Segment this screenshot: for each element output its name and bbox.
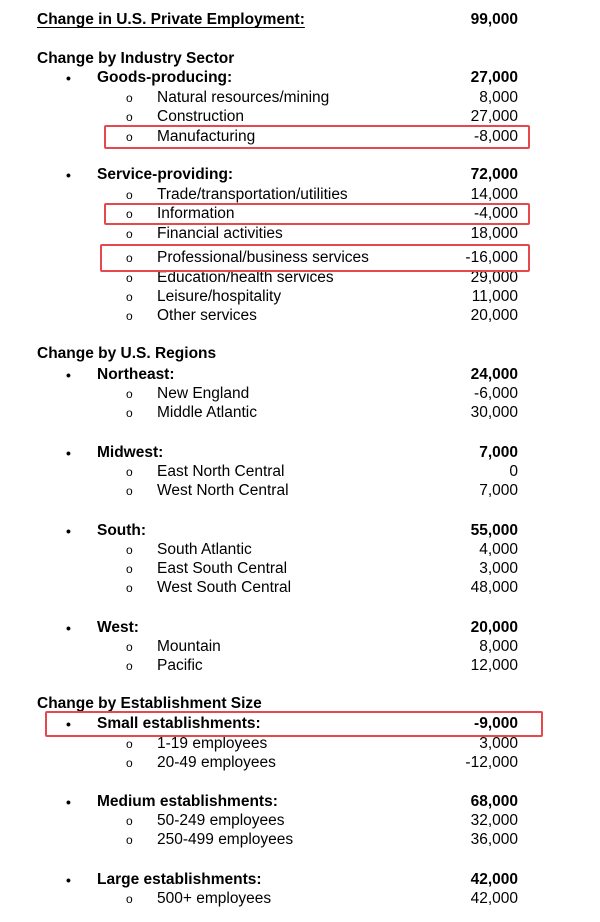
medium-establishments-row bbox=[0, 792, 600, 812]
category-value: 55,000 bbox=[470, 522, 518, 539]
item-value: 12,000 bbox=[470, 657, 518, 674]
category-label: Medium establishments: bbox=[97, 793, 278, 810]
item-value: 30,000 bbox=[470, 404, 518, 421]
item-value: -4,000 bbox=[474, 205, 518, 222]
large-establishments-row bbox=[0, 870, 600, 890]
circle-bullet-icon: o bbox=[126, 737, 133, 751]
item-value: 48,000 bbox=[470, 579, 518, 596]
item-value: 3,000 bbox=[479, 735, 518, 752]
item-value: 32,000 bbox=[470, 812, 518, 829]
circle-bullet-icon: o bbox=[126, 309, 133, 323]
category-label: West: bbox=[97, 619, 139, 636]
category-value: 7,000 bbox=[479, 444, 518, 461]
item-label: Trade/transportation/utilities bbox=[157, 186, 348, 203]
item-label: 500+ employees bbox=[157, 890, 272, 907]
category-value: 72,000 bbox=[470, 166, 518, 183]
list-item bbox=[0, 306, 600, 326]
category-label: Service-providing: bbox=[97, 166, 234, 183]
circle-bullet-icon: o bbox=[126, 207, 133, 221]
item-value: 8,000 bbox=[479, 89, 518, 106]
item-label: South Atlantic bbox=[157, 541, 252, 558]
list-item bbox=[0, 185, 600, 205]
category-label: South: bbox=[97, 522, 147, 539]
item-value: -16,000 bbox=[465, 249, 518, 266]
bullet-icon: • bbox=[66, 523, 71, 539]
item-value: -8,000 bbox=[474, 128, 518, 145]
item-label: Mountain bbox=[157, 638, 221, 655]
item-label: East North Central bbox=[157, 463, 285, 480]
highlight-box-small-establishments bbox=[45, 711, 543, 737]
list-item bbox=[0, 403, 600, 423]
item-label: 50-249 employees bbox=[157, 812, 285, 829]
item-label: Pacific bbox=[157, 657, 203, 674]
item-value: 36,000 bbox=[470, 831, 518, 848]
item-value: 20,000 bbox=[470, 307, 518, 324]
item-label: Financial activities bbox=[157, 225, 283, 242]
item-value: 7,000 bbox=[479, 482, 518, 499]
list-item bbox=[0, 287, 600, 307]
list-item bbox=[0, 734, 600, 754]
highlight-box-information bbox=[104, 203, 530, 225]
list-item bbox=[0, 107, 600, 127]
service-providing-row bbox=[0, 165, 600, 185]
highlight-box-manufacturing bbox=[104, 125, 530, 149]
circle-bullet-icon: o bbox=[126, 892, 133, 906]
circle-bullet-icon: o bbox=[126, 110, 133, 124]
total-row bbox=[0, 10, 600, 30]
bullet-icon: • bbox=[66, 716, 71, 732]
category-value: 42,000 bbox=[470, 871, 518, 888]
item-value: -12,000 bbox=[465, 754, 518, 771]
circle-bullet-icon: o bbox=[126, 290, 133, 304]
section-heading-regions: Change by U.S. Regions bbox=[37, 345, 217, 362]
item-label: Professional/business services bbox=[157, 249, 369, 266]
circle-bullet-icon: o bbox=[126, 271, 133, 285]
section-heading-industry: Change by Industry Sector bbox=[37, 50, 235, 67]
category-value: -9,000 bbox=[474, 715, 518, 732]
circle-bullet-icon: o bbox=[126, 406, 133, 420]
category-value: 68,000 bbox=[470, 793, 518, 810]
circle-bullet-icon: o bbox=[126, 251, 133, 265]
category-value: 27,000 bbox=[470, 69, 518, 86]
list-item bbox=[0, 578, 600, 598]
circle-bullet-icon: o bbox=[126, 833, 133, 847]
midwest-row bbox=[0, 443, 600, 463]
item-value: 0 bbox=[509, 463, 518, 480]
item-label: Construction bbox=[157, 108, 245, 125]
category-value: 20,000 bbox=[470, 619, 518, 636]
item-label: Other services bbox=[157, 307, 257, 324]
south-row bbox=[0, 521, 600, 541]
circle-bullet-icon: o bbox=[126, 814, 133, 828]
list-item bbox=[0, 462, 600, 482]
list-item bbox=[0, 830, 600, 850]
item-value: -6,000 bbox=[474, 385, 518, 402]
item-label: West South Central bbox=[157, 579, 292, 596]
item-value: 29,000 bbox=[470, 269, 518, 286]
circle-bullet-icon: o bbox=[126, 543, 133, 557]
item-label: 20-49 employees bbox=[157, 754, 276, 771]
category-label: Goods-producing: bbox=[97, 69, 233, 86]
circle-bullet-icon: o bbox=[126, 640, 133, 654]
category-value: 24,000 bbox=[470, 366, 518, 383]
highlight-box-professional-services bbox=[100, 244, 530, 272]
item-label: Manufacturing bbox=[157, 128, 256, 145]
item-value: 3,000 bbox=[479, 560, 518, 577]
circle-bullet-icon: o bbox=[126, 227, 133, 241]
list-item bbox=[0, 384, 600, 404]
page-title: Change in U.S. Private Employment: bbox=[37, 11, 305, 28]
bullet-icon: • bbox=[66, 445, 71, 461]
industry-heading-row bbox=[0, 49, 600, 69]
bullet-icon: • bbox=[66, 620, 71, 636]
total-value: 99,000 bbox=[470, 11, 518, 28]
category-label: Northeast: bbox=[97, 366, 175, 383]
bullet-icon: • bbox=[66, 167, 71, 183]
item-label: Information bbox=[157, 205, 235, 222]
bullet-icon: • bbox=[66, 367, 71, 383]
circle-bullet-icon: o bbox=[126, 91, 133, 105]
item-value: 4,000 bbox=[479, 541, 518, 558]
list-item bbox=[0, 224, 600, 244]
circle-bullet-icon: o bbox=[126, 484, 133, 498]
circle-bullet-icon: o bbox=[126, 562, 133, 576]
list-item bbox=[0, 88, 600, 108]
regions-heading-row bbox=[0, 344, 600, 364]
item-label: Education/health services bbox=[157, 269, 334, 286]
item-value: 27,000 bbox=[470, 108, 518, 125]
bullet-icon: • bbox=[66, 872, 71, 888]
item-value: 8,000 bbox=[479, 638, 518, 655]
item-label: Leisure/hospitality bbox=[157, 288, 282, 305]
item-value: 42,000 bbox=[470, 890, 518, 907]
item-label: Natural resources/mining bbox=[157, 89, 330, 106]
category-label: Midwest: bbox=[97, 444, 164, 461]
list-item bbox=[0, 753, 600, 773]
list-item bbox=[0, 656, 600, 676]
item-value: 11,000 bbox=[471, 288, 518, 305]
northeast-row bbox=[0, 365, 600, 385]
item-label: East South Central bbox=[157, 560, 288, 577]
list-item bbox=[0, 637, 600, 657]
circle-bullet-icon: o bbox=[126, 188, 133, 202]
list-item bbox=[0, 811, 600, 831]
list-item bbox=[0, 559, 600, 579]
item-label: 250-499 employees bbox=[157, 831, 294, 848]
circle-bullet-icon: o bbox=[126, 756, 133, 770]
item-label: Middle Atlantic bbox=[157, 404, 257, 421]
bullet-icon: • bbox=[66, 70, 71, 86]
circle-bullet-icon: o bbox=[126, 581, 133, 595]
goods-producing-row bbox=[0, 68, 600, 88]
section-heading-size: Change by Establishment Size bbox=[37, 695, 262, 712]
list-item bbox=[0, 481, 600, 501]
circle-bullet-icon: o bbox=[126, 387, 133, 401]
circle-bullet-icon: o bbox=[126, 130, 133, 144]
category-label: Small establishments: bbox=[97, 715, 261, 732]
list-item bbox=[0, 889, 600, 909]
list-item bbox=[0, 540, 600, 560]
item-label: New England bbox=[157, 385, 250, 402]
circle-bullet-icon: o bbox=[126, 659, 133, 673]
bullet-icon: • bbox=[66, 794, 71, 810]
circle-bullet-icon: o bbox=[126, 465, 133, 479]
item-label: 1-19 employees bbox=[157, 735, 268, 752]
item-value: 18,000 bbox=[470, 225, 518, 242]
item-value: 14,000 bbox=[470, 186, 518, 203]
west-row bbox=[0, 618, 600, 638]
item-label: West North Central bbox=[157, 482, 289, 499]
category-label: Large establishments: bbox=[97, 871, 262, 888]
